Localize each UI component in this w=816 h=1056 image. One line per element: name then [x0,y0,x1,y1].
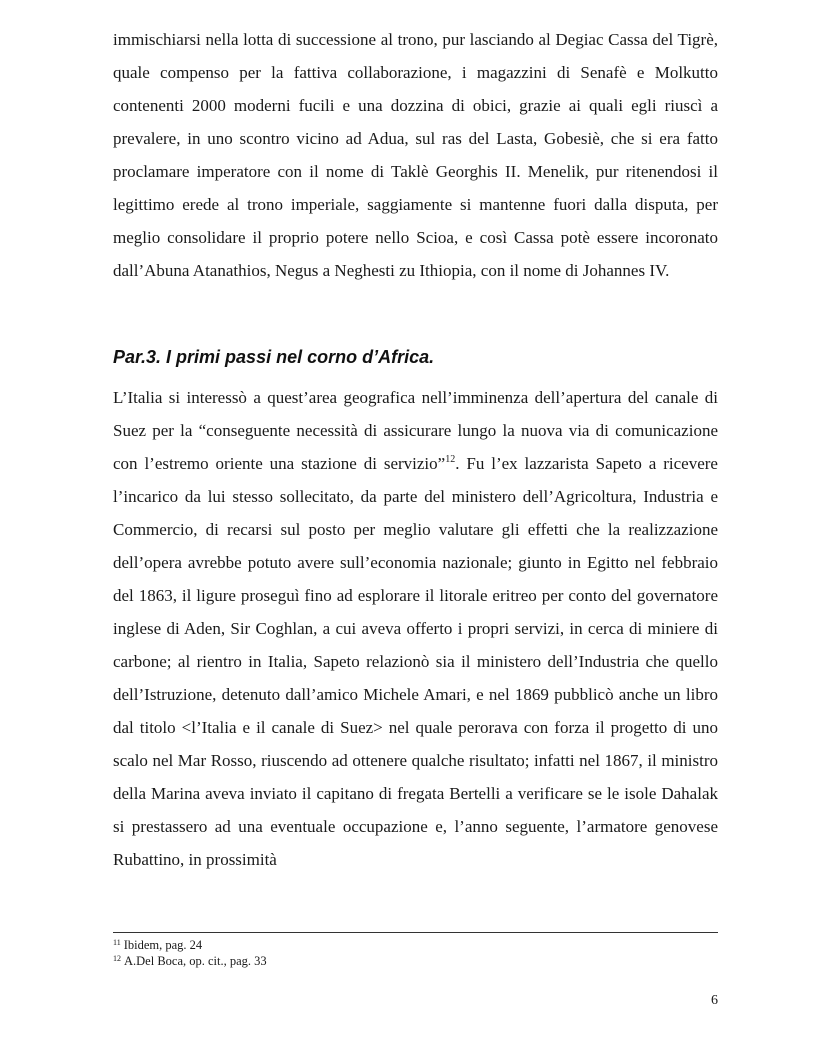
footnote-text: Ibidem, pag. 24 [123,938,203,952]
body-paragraph-main [113,381,718,876]
body-paragraph-top [113,23,718,287]
footnotes [113,937,718,969]
footnote-divider [113,932,718,933]
paragraph-text-after-ref: . Fu l’ex lazzarista Sapeto a ricevere l’incarico da lui stesso sollecitato, da parte del ministero dell’Agricoltura, Industria e Commercio, di recarsi sul posto per meglio valutare gli effetti che la realizzazione dell’opera avrebbe potuto avere sull’economia nazionale; giunto in Egitto nel febbraio del 1863, il ligure proseguì fino ad esplorare il litorale eritreo per conto del governatore inglese di Aden, Sir Coghlan, a cui aveva offerto i propri servizi, in cerca di miniere di carbone; al rientro in Italia, Sapeto relazionò sia il ministero dell’Industria che quello dell’Istruzione, detenuto dall’amico Michele Amari, e nel 1869 pubblicò anche un libro dal titolo <l’Italia e il canale di Suez> nel quale perorava con forza il progetto di uno scalo nel Mar Rosso, riuscendo ad ottenere qualche risultato; infatti nel 1867, il ministro della Marina aveva inviato il capitano di fregata Bertelli a verificare se le isole Dahalak si prestassero ad una eventuale occupazione e, l’anno seguente, l’armatore genovese Rubattino, in prossimità [113,454,718,869]
paragraph-text [113,381,718,876]
footnote-item [113,937,718,953]
footnote-number: 11 [113,938,121,947]
footnote-reference[interactable]: 12 [445,454,456,465]
paragraph-text: immischiarsi nella lotta di successione al trono, pur lasciando al Degiac Cassa del Tigrè, quale compenso per la fattiva collaborazione, i magazzini di Senafè e Molkutto contenenti 2000 moderni fucili e una dozzina di obici, grazie ai quali egli riuscì a prevalere, in uno scontro vicino ad Adua, sul ras del Lasta, Gobesiè, che si era fatto proclamare imperatore con il nome di Taklè Georghis II. Menelik, pur ritenendosi il legittimo erede al trono imperiale, saggiamente si mantenne fuori dalla disputa, per meglio consolidare il proprio potere nello Scioa, e così Cassa potè essere incoronato dall’Abuna Atanathios, Negus a Neghesti zu Ithiopia, con il nome di Johannes IV. [113,30,718,280]
section-heading: Par.3. I primi passi nel corno d’Africa. [113,347,435,367]
paragraph-text-before-ref: L’Italia si interessò a quest’area geografica nell’imminenza dell’apertura del canale di Suez per la “conseguente necessità di assicurare lungo la nuova via di comunicazione con l’estremo oriente una stazione di servizio” [113,388,718,473]
footnote-text: A.Del Boca, op. cit., pag. 33 [124,954,267,968]
footnote-item [113,953,718,969]
page-number: 6 [711,993,718,1008]
footnote-number: 12 [113,954,121,963]
